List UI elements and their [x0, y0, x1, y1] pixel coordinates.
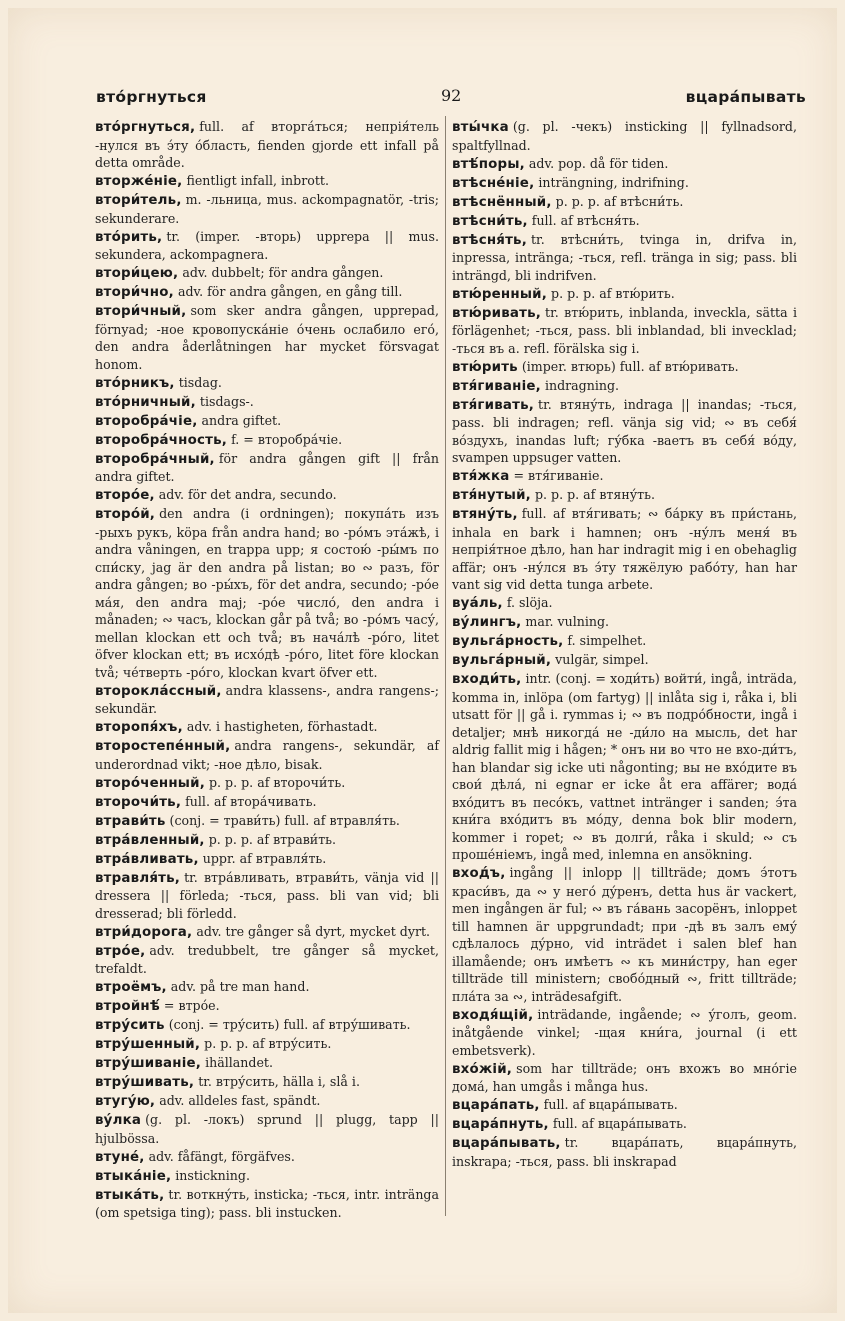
dictionary-entry	[95, 812, 439, 831]
dictionary-entry	[95, 374, 439, 393]
dictionary-entry	[452, 174, 797, 193]
entry-headword: втра́вленный,	[95, 832, 205, 848]
dictionary-entry	[452, 1060, 797, 1096]
dictionary-entry	[452, 155, 797, 174]
dictionary-entry	[452, 1006, 797, 1060]
dictionary-entry	[452, 670, 797, 864]
entry-definition: p. p. p. af втю́рить.	[551, 285, 675, 301]
dictionary-entry	[452, 377, 797, 396]
entry-headword: втяну́ть,	[452, 507, 518, 522]
entry-definition: full. af втя́гивать; ∾ ба́рку въ при́стань, inhala en bark i hamnen; онъ -ну́лъ меня́ въ непрія́тное дѣло, han har indragit mig i en obehaglig affär; онъ -ну́лся въ э́ту тяжёлую рабо́ту, han har vant sig vid detta tunga arbete.	[452, 506, 797, 592]
entry-headword: втя́жка	[452, 469, 510, 484]
dictionary-entry	[452, 304, 797, 358]
entry-headword: втѣсне́ніе,	[452, 175, 535, 191]
entry-definition: tr. (imper. -вторь) upprepa || mus. sekundera, ackompagnera.	[95, 228, 439, 262]
dictionary-entry	[95, 228, 439, 264]
page-header	[96, 88, 806, 114]
entry-definition: (g. pl. -чекъ) insticking || fyllnadsord, spaltfyllnad.	[452, 119, 797, 153]
entry-definition: f. slöja.	[506, 595, 553, 610]
entry-headword: втру́шиваніе,	[95, 1056, 202, 1071]
entry-definition: ihällandet.	[205, 1055, 273, 1070]
dictionary-entry	[95, 831, 439, 850]
dictionary-entry	[95, 118, 439, 172]
dictionary-entry	[95, 978, 439, 997]
entry-definition: p. p. p. af втяну́ть.	[534, 487, 655, 502]
entry-headword: вты́чка	[452, 120, 509, 135]
dictionary-entry	[95, 191, 439, 227]
entry-headword: второчи́ть,	[95, 794, 182, 810]
dictionary-entry	[95, 431, 439, 450]
entry-headword: втугу́ю,	[95, 1094, 156, 1109]
entry-headword: втя́гиваніе,	[452, 378, 541, 394]
entry-definition: p. p. p. af второчи́ть.	[208, 774, 346, 790]
entry-headword: второстепе́нный,	[95, 739, 231, 754]
entry-headword: вто́ргнуться,	[95, 120, 196, 135]
entry-headword: втроёмъ,	[95, 980, 167, 995]
dictionary-entry	[95, 923, 439, 942]
entry-definition: tisdags-.	[199, 393, 254, 409]
dictionary-entry	[95, 1035, 439, 1054]
entry-headword: втру́сить	[95, 1018, 165, 1033]
dictionary-entry	[452, 285, 797, 304]
dictionary-entry	[95, 942, 439, 978]
dictionary-entry	[452, 632, 797, 651]
entry-definition: intr. (conj. = ходи́ть) войти́, ingå, inträda, komma in, inlöpa (om fartyg) || inlåta sig i, råka i, bli utsatt för || gå i. rymmas i; ∾ въ подро́бности, ingå i detaljer; мнѣ никогда́ не -ди́ло на мысль, det har aldrig fallit mig i hågen; * онъ ни во что не вхо-ди́тъ, han blandar sig icke uti någonting; вы не вхо́дите въ свои́ дѣла́, ni egnar er icke åt era affärer; вода́ вхо́дитъ въ песо́къ, vattnet intränger i sanden; э́та кни́га вхо́дитъ въ мо́ду, denna bok blir modern, kommer i ropet; ∾ въ долги́, råka i skuld; ∾ съ проше́ніемъ, ingå med, inlemna en ansökning.	[452, 671, 797, 862]
entry-headword: втори́чно,	[95, 285, 174, 300]
dictionary-entry	[95, 1186, 439, 1222]
entry-headword: втѣсня́ть,	[452, 232, 527, 248]
entry-definition: (imper. втюрь) full. af втю́ривать.	[521, 358, 739, 374]
entry-definition: andra giftet.	[201, 412, 282, 428]
dictionary-entry	[452, 505, 797, 594]
entry-headword: втру́шивать,	[95, 1075, 195, 1090]
entry-headword: втю́ренный,	[452, 286, 548, 302]
entry-headword: втро́е,	[95, 943, 146, 959]
entry-headword: втыка́ніе,	[95, 1168, 172, 1184]
entry-headword: второ́ченный,	[95, 775, 205, 791]
entry-definition: som har tillträde; онъ вхожъ во мно́гіе дома́, han umgås i många hus.	[452, 1060, 797, 1094]
dictionary-entry	[95, 486, 439, 505]
column-divider	[445, 116, 446, 1216]
entry-headword: втѣ́поры,	[452, 156, 525, 172]
entry-headword: втыка́ть,	[95, 1187, 165, 1203]
dictionary-entry	[452, 486, 797, 505]
dictionary-entry	[95, 1054, 439, 1073]
dictionary-entry	[95, 1092, 439, 1111]
entry-headword: втри́дорога,	[95, 924, 193, 940]
dictionary-entry	[95, 737, 439, 773]
left-column	[95, 118, 439, 1222]
entry-headword: второпя́хъ,	[95, 720, 183, 735]
entry-definition: (conj. = трави́ть) full. af втравля́ть.	[169, 812, 400, 828]
dictionary-entry	[95, 264, 439, 283]
entry-headword: вцара́пывать,	[452, 1136, 561, 1151]
entry-headword: вцара́пать,	[452, 1098, 540, 1113]
entry-definition: full. af втора́чивать.	[185, 793, 317, 809]
dictionary-entry	[95, 172, 439, 191]
entry-headword: втори́тель,	[95, 193, 182, 208]
entry-headword: вто́рить,	[95, 229, 163, 245]
dictionary-entry	[452, 1134, 797, 1170]
entry-headword: втра́вливать,	[95, 851, 199, 867]
entry-definition: full. af втѣсня́ть.	[531, 212, 640, 228]
entry-headword: входя́щій,	[452, 1007, 534, 1023]
dictionary-entry	[452, 231, 797, 285]
entry-headword: втя́гивать,	[452, 397, 535, 413]
entry-headword: втѣснённый,	[452, 194, 552, 210]
dictionary-entry	[95, 302, 439, 373]
entry-definition: den andra (i ordningen); покупа́ть изъ -рыхъ рукъ, köpa från andra hand; во -ро́мъ эта́жѣ, i andra våningen, en trappa upp; я состою́ -ры́мъ по спи́ску, jag är den andra på listan; во ∾ разъ, för andra gången; во -ры́хъ, för det andra, secundo; -ро́е ма́я, den andra maj; -ро́е число́, den andra i månaden; ∾ часъ, klockan går på två; во -ро́мъ часу́, mellan klockan ett och två; въ нача́лѣ -ро́го, litet öfver klockan ett; въ исхо́дѣ -ро́го, litet före klockan två; че́тверть -ро́го, klockan kvart öfver ett.	[95, 506, 439, 680]
entry-definition: f. simpelhet.	[567, 633, 647, 648]
entry-headword: втѣсни́ть,	[452, 213, 528, 229]
entry-headword: ву́лингъ,	[452, 615, 522, 630]
entry-definition: som sker andra gången, upprepad, förnyad; -ное кровопуска́ніе о́чень ослабило его́, den andra åderlåtningen har mycket försvagat honom.	[95, 303, 439, 372]
dictionary-entry	[452, 396, 797, 467]
entry-headword: втрави́ть	[95, 813, 166, 829]
entry-definition: adv. tredubbelt, tre gånger så mycket, trefaldt.	[95, 942, 439, 976]
entry-headword: втройнѣ́	[95, 999, 160, 1014]
dictionary-entry	[95, 1073, 439, 1092]
entry-definition: p. p. p. af втру́сить.	[204, 1036, 332, 1051]
dictionary-entry	[95, 869, 439, 923]
dictionary-entry	[452, 613, 797, 632]
entry-headword: втю́ривать,	[452, 305, 542, 321]
entry-definition: instickning.	[175, 1167, 250, 1183]
entry-definition: inträdande, ingående; ∾ у́голъ, geom. inåtgående vinkel; -щая кни́га, journal (i ett embetsverk).	[452, 1006, 797, 1058]
entry-definition: adv. på tre man hand.	[170, 979, 310, 994]
entry-definition: tisdag.	[178, 374, 222, 390]
dictionary-entry	[452, 651, 797, 670]
dictionary-entry	[95, 718, 439, 737]
dictionary-entry	[95, 450, 439, 486]
entry-headword: втори́цею,	[95, 266, 179, 281]
entry-definition: andra rangens-, sekundär, af underordnad vikt; -ное дѣло, bisak.	[95, 738, 439, 772]
entry-headword: втуне́,	[95, 1149, 145, 1165]
entry-definition: tr. вцара́пать, вцара́пнуть, inskrapa; -ться, pass. bli inskrapad	[452, 1135, 797, 1169]
entry-definition: p. p. p. af втрави́ть.	[208, 831, 337, 847]
dictionary-entry	[95, 1148, 439, 1167]
entry-headword: второбра́чность,	[95, 432, 228, 448]
entry-definition: = втя́гиваніе.	[513, 468, 604, 483]
entry-definition: ingång || inlopp || tillträde; домъ э́тотъ краси́въ, да ∾ у него́ ду́ренъ, detta hus är vackert, men ingången är ful; ∾ въ га́вань засорёнъ, inloppet till hamnen är uppgrundadt; при -дѣ въ залъ ему́ сдѣлалось ду́рно, vid inträdet i salen blef han illamående; онъ имѣетъ ∾ къ мини́стру, han eger tillträde till ministern; свобо́дный ∾, fritt tillträde; пла́та за ∾, inträdesafgift.	[452, 865, 797, 1004]
entry-definition: full. af вцара́пывать.	[552, 1116, 687, 1131]
entry-headword: второбра́чный,	[95, 451, 215, 467]
entry-headword: втя́нутый,	[452, 488, 531, 503]
entry-definition: adv. tre gånger så dyrt, mycket dyrt.	[196, 923, 431, 939]
entry-headword: вход́ъ,	[452, 866, 506, 881]
dictionary-entry	[95, 1167, 439, 1186]
entry-headword: ву́лка	[95, 1113, 142, 1128]
entry-headword: вцара́пнуть,	[452, 1117, 549, 1132]
entry-definition: m. -льница, mus. ackompagnatör, -tris; sekunderare.	[95, 192, 439, 226]
entry-definition: tr. втра́вливать, втрави́ть, vänja vid || dressera || förleda; -ться, pass. bli van vid; bli dresserad; bli förledd.	[95, 869, 439, 921]
dictionary-entry	[95, 774, 439, 793]
entry-headword: второбра́чіе,	[95, 413, 198, 429]
dictionary-entry	[452, 1096, 797, 1115]
dictionary-entry	[95, 393, 439, 412]
entry-definition: tr. втру́сить, hälla i, slå i.	[198, 1074, 360, 1089]
entry-definition: adv. alldeles fast, spändt.	[159, 1093, 321, 1108]
entry-definition: för andra gången gift || från andra giftet.	[95, 450, 439, 484]
dictionary-entry	[95, 850, 439, 869]
entry-definition: (conj. = тру́сить) full. af втру́шивать.	[168, 1017, 411, 1032]
dictionary-entry	[452, 1115, 797, 1134]
entry-definition: vulgär, simpel.	[555, 652, 649, 667]
dictionary-entry	[452, 118, 797, 154]
entry-definition: p. p. p. af втѣсни́ть.	[555, 193, 684, 209]
entry-definition: adv. pop. då för tiden.	[528, 155, 669, 171]
entry-headword: втю́рить	[452, 359, 518, 375]
entry-headword: вульга́рный,	[452, 653, 552, 668]
dictionary-entry	[452, 594, 797, 613]
entry-definition: tr. втю́рить, inblanda, inveckla, sätta i förlägenhet; -ться, pass. bli inblandad, bli invecklad; -ться въ a. refl. förälska sig i.	[452, 304, 797, 356]
entry-definition: (g. pl. -локъ) sprund || plugg, tapp || hjulbössa.	[95, 1112, 439, 1146]
dictionary-entry	[452, 193, 797, 212]
left-running-headword: вто́ргнуться	[96, 88, 207, 106]
entry-headword: вто́рникъ,	[95, 375, 175, 391]
dictionary-entry	[452, 358, 797, 377]
entry-definition: tr. втяну́ть, indraga || inandas; -ться, pass. bli indragen; refl. vänja sig vid; ∾ въ себя́ во́здухъ, inandas luft; гу́бка -ваетъ въ себя́ во́ду, svampen uppsuger vatten.	[452, 396, 797, 465]
entry-definition: indragning.	[544, 377, 620, 393]
entry-definition: adv. dubbelt; för andra gången.	[182, 265, 384, 280]
dictionary-entry	[452, 467, 797, 486]
right-column	[452, 118, 797, 1170]
dictionary-entry	[95, 505, 439, 681]
entry-definition: tr. воткну́ть, insticka; -ться, intr. intränga (om spetsiga ting); pass. bli instucken.	[95, 1186, 439, 1220]
right-running-headword: вцара́пывать	[685, 88, 806, 106]
dictionary-entry	[95, 283, 439, 302]
entry-definition: inträngning, indrifning.	[538, 174, 689, 190]
entry-definition: adv. fåfängt, förgäfves.	[148, 1148, 295, 1164]
entry-definition: uppr. af втравля́ть.	[202, 850, 327, 866]
entry-headword: входи́ть,	[452, 672, 522, 687]
dictionary-entry	[95, 412, 439, 431]
entry-definition: adv. för andra gången, en gång till.	[177, 284, 403, 299]
entry-headword: втру́шенный,	[95, 1037, 201, 1052]
dictionary-entry	[95, 1111, 439, 1147]
entry-headword: второ́е,	[95, 488, 155, 503]
entry-definition: andra klassens-, andra rangens-; sekundär.	[95, 682, 439, 716]
entry-definition: full. af вторга́ться; непрія́тель -нулся въ э́ту о́бласть, fienden gjorde ett infall på detta område.	[95, 119, 439, 170]
dictionary-entry	[95, 1016, 439, 1035]
entry-definition: tr. втѣсни́ть, tvinga in, drifva in, inpressa, intränga; -ться, refl. tränga in sig; pass. bli inträngd, bli indrifven.	[452, 231, 797, 283]
entry-headword: второкла́ссный,	[95, 683, 222, 699]
dictionary-entry	[452, 864, 797, 1005]
entry-definition: = втро́е.	[163, 998, 220, 1013]
entry-definition: full. af вцара́пывать.	[543, 1097, 678, 1112]
entry-definition: fientligt infall, inbrott.	[186, 173, 329, 188]
entry-headword: вторже́ніе,	[95, 174, 183, 189]
page-number: 92	[441, 86, 462, 105]
entry-definition: f. = второбра́чіе.	[231, 431, 343, 447]
entry-definition: adv. för det andra, secundo.	[158, 487, 337, 502]
dictionary-entry	[95, 682, 439, 718]
dictionary-entry	[95, 793, 439, 812]
entry-headword: вуа́ль,	[452, 596, 503, 611]
entry-headword: втравля́ть,	[95, 870, 181, 886]
entry-headword: втори́чный,	[95, 304, 187, 319]
entry-definition: mar. vulning.	[525, 614, 610, 629]
entry-headword: вхо́жій,	[452, 1061, 513, 1077]
dictionary-entry	[95, 997, 439, 1016]
entry-headword: вто́рничный,	[95, 394, 196, 410]
entry-headword: вульга́рность,	[452, 634, 564, 649]
entry-definition: adv. i hastigheten, förhastadt.	[186, 719, 378, 734]
dictionary-entry	[452, 212, 797, 231]
entry-headword: второ́й,	[95, 507, 156, 522]
